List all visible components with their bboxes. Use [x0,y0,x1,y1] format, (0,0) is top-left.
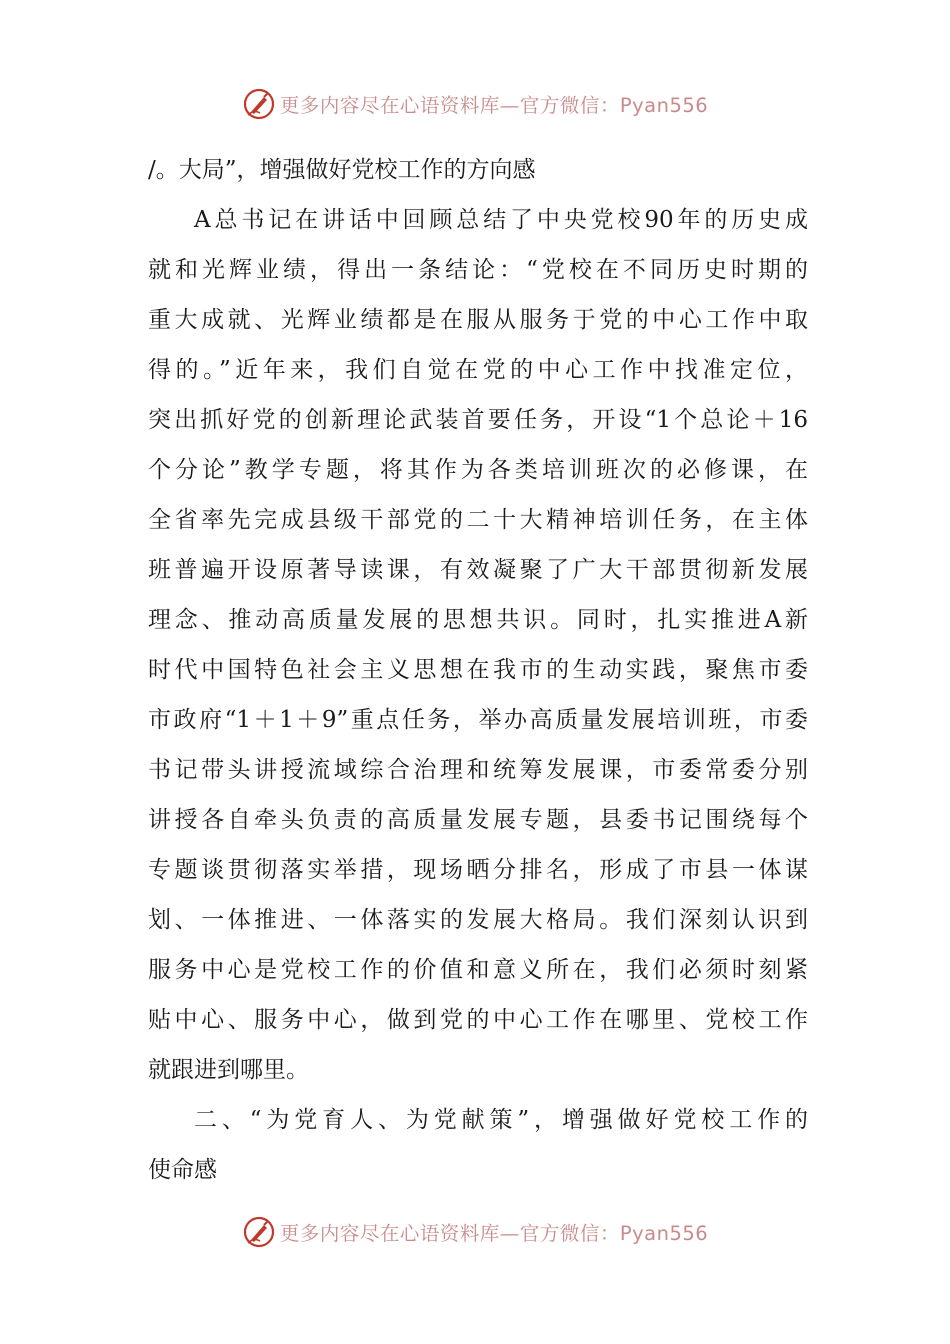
text-line: /。大局”，增强做好党校工作的方向感 [148,157,536,183]
section-heading-line: 使命感 [148,1157,217,1183]
text-line: 个分论”教学专题，将其作为各类培训班次的必修课，在 [148,457,808,483]
text-line: 市政府“1＋1＋9”重点任务，举办高质量发展培训班，市委 [148,707,808,733]
text-line: 得的。”近年来，我们自觉在党的中心工作中找准定位， [148,357,808,383]
wechat-id: Pyan556 [619,1222,709,1245]
text-line: 全省率先完成县级干部党的二十大精神培训任务，在主体 [148,507,808,533]
section-heading-line: 二、“为党育人、为党献策”，增强做好党校工作的 [194,1107,808,1133]
text-line: 就跟进到哪里。 [148,1057,309,1083]
text-line: A总书记在讲话中回顾总结了中央党校90年的历史成 [194,207,808,233]
text-line: 时代中国特色社会主义思想在我市的生动实践，聚焦市委 [148,657,808,683]
text-line: 就和光辉业绩，得出一条结论：“党校在不同历史时期的 [148,257,808,283]
wechat-label: 官方微信： [519,94,620,117]
document-body [148,145,808,1195]
banner-text [280,90,708,118]
text-line: 贴中心、服务中心，做到党的中心工作在哪里、党校工作 [148,1007,808,1033]
text-line: 书记带头讲授流域综合治理和统筹发展课，市委常委分别 [148,757,808,783]
text-line: 理念、推动高质量发展的思想共识。同时，扎实推进A新 [148,607,808,633]
text-line: 讲授各自牵头负责的高质量发展专题，县委书记围绕每个 [148,807,808,833]
footer-banner [0,1207,950,1257]
pen-logo-icon [242,87,276,121]
text-line: 服务中心是党校工作的价值和意义所在，我们必须时刻紧 [148,957,808,983]
text-line: 重大成就、光辉业绩都是在服从服务于党的中心工作中取 [148,307,808,333]
banner-text [280,1218,708,1246]
text-line: 突出抓好党的创新理论武装首要任务，开设“1个总论＋16 [148,407,808,433]
text-line: 班普遍开设原著导读课，有效凝聚了广大干部贯彻新发展 [148,557,808,583]
header-banner [0,79,950,129]
brand-text: 更多内容尽在心语资料库— [279,1222,520,1245]
wechat-id: Pyan556 [619,94,709,117]
text-line: 划、一体推进、一体落实的发展大格局。我们深刻认识到 [148,907,808,933]
brand-text: 更多内容尽在心语资料库— [279,94,520,117]
text-line: 专题谈贯彻落实举措，现场晒分排名，形成了市县一体谋 [148,857,808,883]
pen-logo-icon [242,1215,276,1249]
wechat-label: 官方微信： [519,1222,620,1245]
